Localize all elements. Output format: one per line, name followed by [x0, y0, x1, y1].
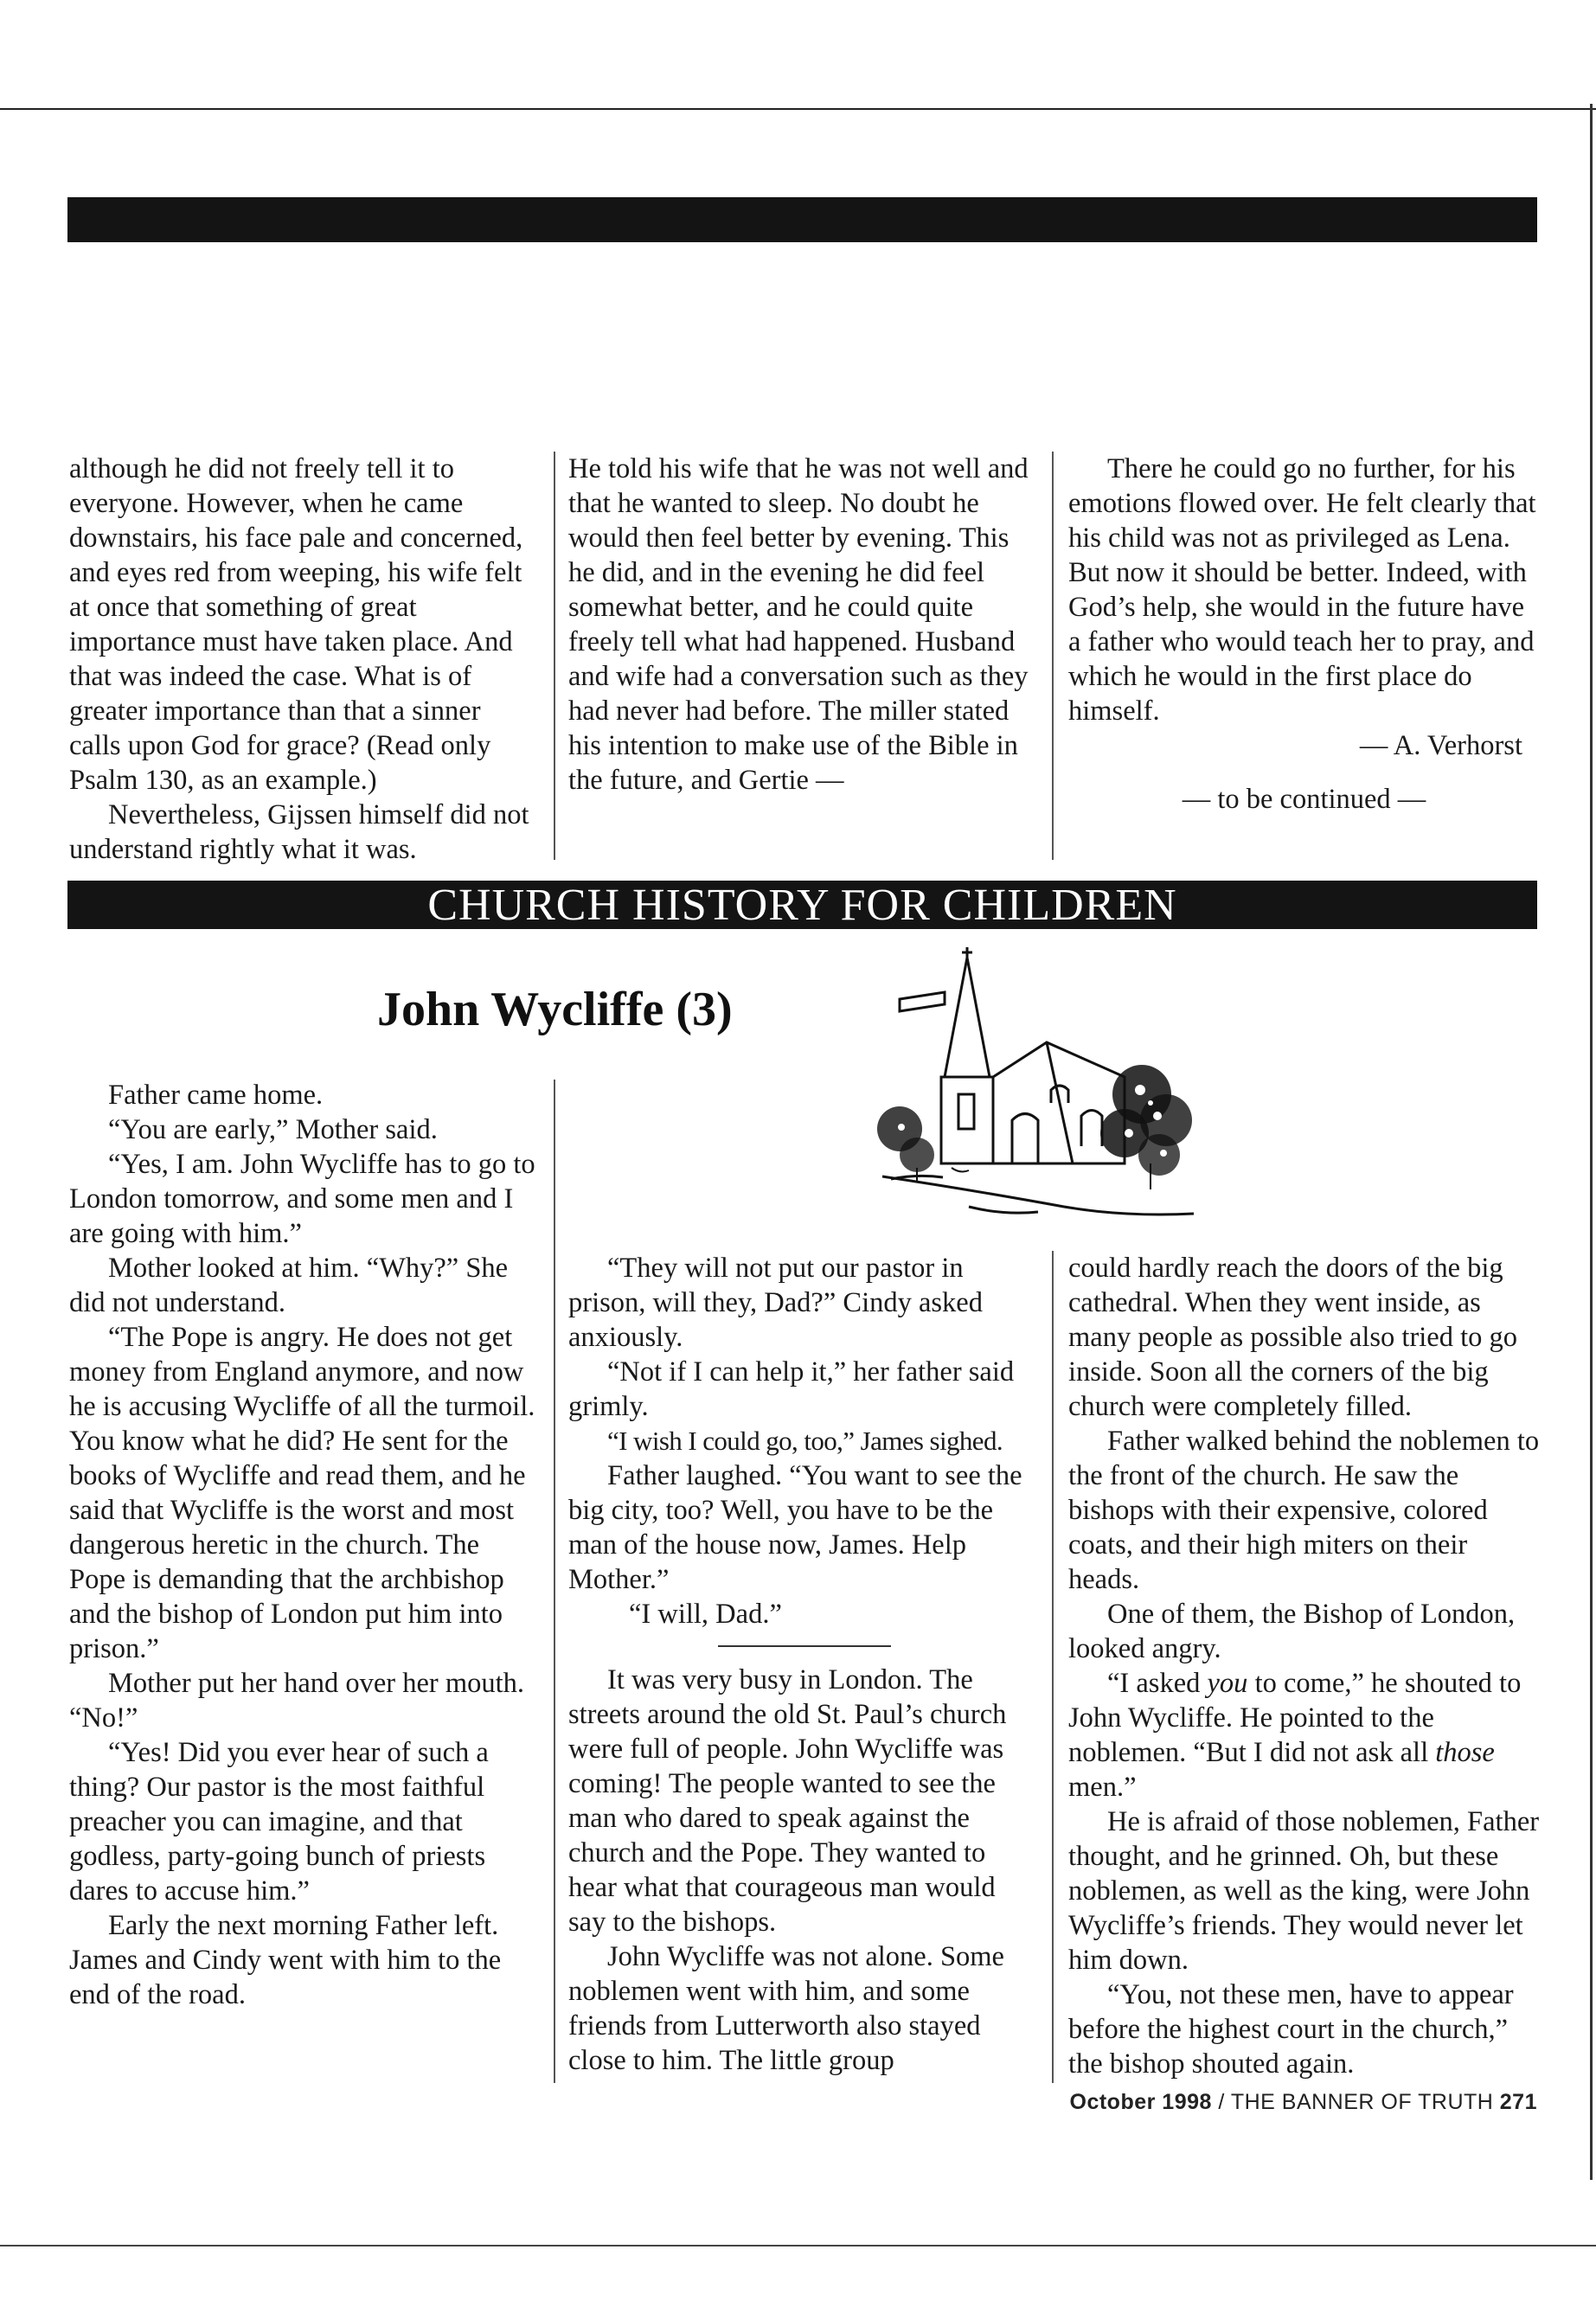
- text-run: to come,” he shouted to John Wycliffe. He pointed to the noblemen. “But I did not ask all: [1068, 1668, 1522, 1768]
- emphasis: you: [1207, 1668, 1248, 1699]
- top-rule: [0, 108, 1596, 110]
- article-column-1: [69, 1078, 536, 2012]
- footer-separator: /: [1218, 2090, 1225, 2114]
- paragraph: There he could go no further, for his emotions flowed over. He felt clearly that his child was not as privileged as Lena. But now it should be better. Indeed, with God’s help, she would in the future have a father who would teach her to pray, and which he would in the first place do himself.: [1068, 453, 1536, 727]
- paragraph: “I wish I could go, too,” James sighed.: [607, 1426, 1003, 1456]
- paragraph: It was very busy in London. The streets around the old St. Paul’s church were full of people. John Wycliffe was coming! The people wanted to see the man who dared to speak against the church and the Pope. They wanted to hear what that courageous man would say to the bishops.: [568, 1664, 1007, 1938]
- paragraph: “The Pope is angry. He does not get money from England anymore, and now he is accusing Wycliffe of all the turmoil. You know what he did? He sent for the books of Wycliffe and read them, and he said that Wycliffe is the worst and most dangerous heretic in the church. The Pope is demanding that the archbishop and the bishop of London put him into prison.”: [69, 1322, 535, 1664]
- header-band: [67, 197, 1537, 242]
- section-title: CHURCH HISTORY FOR CHILDREN: [427, 880, 1177, 930]
- text-run: men.”: [1068, 1772, 1137, 1803]
- paragraph: “You are early,” Mother said.: [108, 1114, 438, 1145]
- column-divider: [1052, 452, 1054, 860]
- story-column-2: [568, 452, 1035, 798]
- column-divider: [554, 1080, 555, 2083]
- paragraph: “Not if I can help it,” her father said grimly.: [568, 1356, 1015, 1422]
- issue-date: October 1998: [1069, 2090, 1212, 2114]
- story-column-1: [69, 452, 536, 867]
- paragraph: Nevertheless, Gijssen himself did not understand rightly what it was.: [69, 799, 529, 865]
- to-be-continued: — to be continued —: [1182, 784, 1426, 815]
- paragraph: “They will not put our pastor in prison, will they, Dad?” Cindy asked anxiously.: [568, 1253, 983, 1353]
- column-divider: [1052, 1251, 1054, 2083]
- paragraph: Mother looked at him. “Why?” She did not understand.: [69, 1253, 509, 1318]
- publication-name: THE BANNER OF TRUTH: [1230, 2090, 1494, 2114]
- paragraph: “Yes! Did you ever hear of such a thing? Our pastor is the most faithful preacher you can imagine, and that godless, party-going bunch of priests dares to accuse him.”: [69, 1737, 489, 1907]
- paragraph: “I will, Dad.”: [629, 1599, 782, 1630]
- paragraph: could hardly reach the doors of the big cathedral. When they went inside, as many people as possible also tried to go inside. Soon all the corners of the big church were completely filled.: [1068, 1253, 1518, 1422]
- paragraph: although he did not freely tell it to everyone. However, when he came downstairs, his face pale and concerned, and eyes red from weeping, his wife felt at once that something of great importance must have taken place. And that was indeed the case. What is of greater importance than that a sinner calls upon God for grace? (Read only Psalm 130, as an example.): [69, 453, 523, 796]
- paragraph: “Yes, I am. John Wycliffe has to go to London tomorrow, and some men and I are going with him.”: [69, 1149, 535, 1249]
- paragraph: Mother put her hand over her mouth. “No!”: [69, 1668, 525, 1734]
- author-signature: — A. Verhorst: [1359, 730, 1522, 761]
- paragraph: John Wycliffe was not alone. Some noblemen went with him, and some friends from Lutterworth also stayed close to him. The little group: [568, 1941, 1004, 2076]
- page-number: 271: [1499, 2090, 1537, 2114]
- paragraph: Early the next morning Father left. James and Cindy went with him to the end of the road.: [69, 1910, 502, 2010]
- paragraph: [1068, 1666, 1540, 1804]
- article-column-3: [1068, 1251, 1540, 2081]
- page-footer: [1038, 2090, 1537, 2115]
- section-band: [67, 881, 1537, 929]
- right-edge-rule: [1590, 104, 1593, 2180]
- article-title: John Wycliffe (3): [377, 983, 733, 1036]
- paragraph: He is afraid of those noblemen, Father thought, and he grinned. Oh, but these noblemen, as well as the king, were John Wycliffe’s friends. They would never let him down.: [1068, 1806, 1540, 1976]
- church-icon: [865, 947, 1211, 1233]
- paragraph: Father came home.: [108, 1080, 324, 1111]
- paragraph: One of them, the Bishop of London, looked angry.: [1068, 1599, 1516, 1664]
- text-run: “I asked: [1107, 1668, 1208, 1699]
- paragraph: He told his wife that he was not well and that he wanted to sleep. No doubt he would then feel better by evening. This he did, and in the evening he did feel somewhat better, and he could quite freely tell what had happened. Husband and wife had a conversation such as they had never had before. The miller stated his intention to make use of the Bible in the future, and Gertie —: [568, 453, 1029, 796]
- article-column-2: [568, 1251, 1040, 2078]
- paragraph: “You, not these men, have to appear before the highest court in the church,” the bishop shouted again.: [1068, 1979, 1514, 2080]
- bottom-rule: [0, 2245, 1596, 2247]
- emphasis: those: [1435, 1737, 1495, 1768]
- paragraph: Father laughed. “You want to see the big city, too? Well, you have to be the man of the house now, James. Help Mother.”: [568, 1460, 1022, 1595]
- scene-divider: [718, 1645, 891, 1647]
- story-column-3: [1068, 452, 1540, 817]
- paragraph: Father walked behind the noblemen to the front of the church. He saw the bishops with their expensive, colored coats, and their high miters on their heads.: [1068, 1426, 1540, 1595]
- column-divider: [554, 452, 555, 860]
